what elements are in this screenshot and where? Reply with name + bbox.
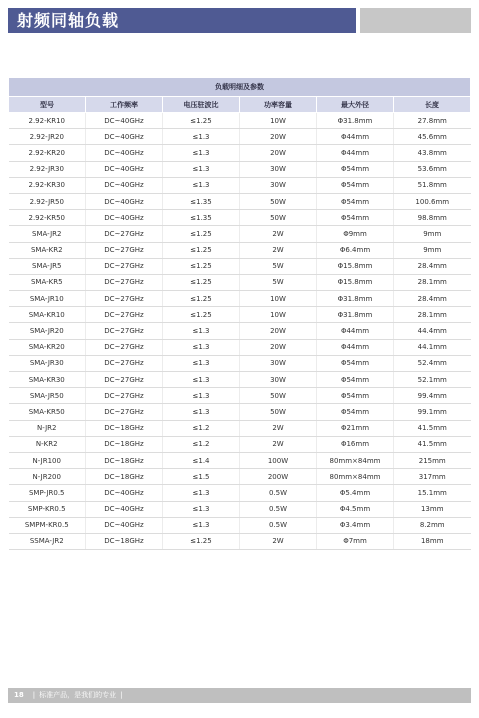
table-cell: 99.1mm: [394, 404, 471, 420]
table-cell: N-KR2: [9, 436, 86, 452]
footer-tagline: 标准产品，是我们的专业: [39, 691, 117, 699]
table-cell: ≤1.35: [163, 193, 240, 209]
table-cell: DC~27GHz: [86, 291, 163, 307]
table-cell: DC~40GHz: [86, 210, 163, 226]
table-row: [9, 355, 471, 371]
table-cell: DC~40GHz: [86, 177, 163, 193]
table-cell: 52.1mm: [394, 372, 471, 388]
table-cell: ≤1.25: [163, 274, 240, 290]
table-cell: 44.4mm: [394, 323, 471, 339]
table-row: [9, 323, 471, 339]
table-cell: Φ44mm: [317, 129, 394, 145]
table-cell: 2.92-JR20: [9, 129, 86, 145]
table-cell: ≤1.2: [163, 420, 240, 436]
table-row: [9, 307, 471, 323]
table-cell: 2.92-KR10: [9, 113, 86, 129]
page-title: 射频同轴负载: [17, 11, 120, 30]
table-cell: 20W: [240, 323, 317, 339]
table-cell: 2.92-JR30: [9, 161, 86, 177]
table-cell: 52.4mm: [394, 355, 471, 371]
table-row: [9, 161, 471, 177]
table-cell: N-JR100: [9, 452, 86, 468]
table-cell: ≤1.25: [163, 291, 240, 307]
table-cell: 2W: [240, 420, 317, 436]
table-cell: SMP-KR0.5: [9, 501, 86, 517]
table-cell: ≤1.3: [163, 323, 240, 339]
table-row: [9, 469, 471, 485]
table-cell: 13mm: [394, 501, 471, 517]
table-cell: ≤1.3: [163, 485, 240, 501]
table-cell: ≤1.25: [163, 307, 240, 323]
table-cell: 44.1mm: [394, 339, 471, 355]
table-row: [9, 129, 471, 145]
table-cell: SMA-JR10: [9, 291, 86, 307]
table-row: [9, 274, 471, 290]
table-cell: 30W: [240, 372, 317, 388]
table-body: [9, 113, 471, 550]
table-row: [9, 145, 471, 161]
table-cell: ≤1.25: [163, 226, 240, 242]
table-cell: 41.5mm: [394, 436, 471, 452]
table-cell: 28.4mm: [394, 291, 471, 307]
table-cell: 28.1mm: [394, 274, 471, 290]
table-cell: 0.5W: [240, 501, 317, 517]
table-cell: ≤1.3: [163, 501, 240, 517]
table-cell: ≤1.3: [163, 517, 240, 533]
table-cell: Φ31.8mm: [317, 113, 394, 129]
load-spec-table: [8, 77, 471, 550]
table-cell: ≤1.2: [163, 436, 240, 452]
table-cell: 2.92-JR50: [9, 193, 86, 209]
table-cell: 80mm×84mm: [317, 469, 394, 485]
table-row: [9, 291, 471, 307]
table-cell: SMA-KR50: [9, 404, 86, 420]
table-caption-row: [9, 78, 471, 97]
table-cell: ≤1.3: [163, 339, 240, 355]
table-cell: 50W: [240, 193, 317, 209]
column-header: 最大外径: [317, 97, 394, 113]
table-row: [9, 210, 471, 226]
table-cell: DC~40GHz: [86, 501, 163, 517]
table-cell: 20W: [240, 129, 317, 145]
table-cell: Φ54mm: [317, 404, 394, 420]
table-cell: SMA-KR5: [9, 274, 86, 290]
table-cell: 2W: [240, 226, 317, 242]
table-row: [9, 242, 471, 258]
table-cell: 0.5W: [240, 517, 317, 533]
table-cell: SMA-JR50: [9, 388, 86, 404]
table-cell: Φ44mm: [317, 339, 394, 355]
table-cell: ≤1.3: [163, 145, 240, 161]
table-cell: N-JR2: [9, 420, 86, 436]
table-cell: 20W: [240, 145, 317, 161]
table-cell: DC~27GHz: [86, 226, 163, 242]
table-cell: Φ4.5mm: [317, 501, 394, 517]
table-row: [9, 533, 471, 549]
table-cell: 215mm: [394, 452, 471, 468]
table-cell: ≤1.25: [163, 533, 240, 549]
table-cell: Φ54mm: [317, 372, 394, 388]
table-cell: Φ9mm: [317, 226, 394, 242]
table-cell: ≤1.3: [163, 177, 240, 193]
table-cell: Φ3.4mm: [317, 517, 394, 533]
table-cell: Φ54mm: [317, 388, 394, 404]
page-title-bar: [8, 8, 356, 33]
load-spec-table-container: [8, 77, 471, 550]
table-row: [9, 517, 471, 533]
footer-divider: |: [32, 691, 36, 699]
table-cell: ≤1.3: [163, 161, 240, 177]
column-header: 长度: [394, 97, 471, 113]
table-cell: 50W: [240, 404, 317, 420]
table-cell: 2W: [240, 242, 317, 258]
table-cell: Φ21mm: [317, 420, 394, 436]
table-cell: DC~40GHz: [86, 485, 163, 501]
table-cell: Φ6.4mm: [317, 242, 394, 258]
table-cell: 50W: [240, 388, 317, 404]
table-cell: ≤1.25: [163, 258, 240, 274]
table-cell: SMA-JR2: [9, 226, 86, 242]
table-cell: DC~27GHz: [86, 323, 163, 339]
table-cell: Φ54mm: [317, 161, 394, 177]
table-cell: Φ7mm: [317, 533, 394, 549]
table-cell: Φ31.8mm: [317, 291, 394, 307]
table-cell: Φ54mm: [317, 355, 394, 371]
table-cell: 0.5W: [240, 485, 317, 501]
table-cell: SMA-JR5: [9, 258, 86, 274]
table-row: [9, 113, 471, 129]
table-row: [9, 485, 471, 501]
table-cell: DC~27GHz: [86, 404, 163, 420]
table-row: [9, 388, 471, 404]
table-cell: Φ54mm: [317, 193, 394, 209]
table-row: [9, 404, 471, 420]
page-number: 18: [14, 691, 24, 699]
table-cell: 30W: [240, 177, 317, 193]
table-cell: SMA-KR30: [9, 372, 86, 388]
table-cell: SMA-JR20: [9, 323, 86, 339]
table-cell: DC~18GHz: [86, 452, 163, 468]
table-cell: Φ15.8mm: [317, 258, 394, 274]
table-cell: ≤1.4: [163, 452, 240, 468]
table-cell: DC~27GHz: [86, 372, 163, 388]
table-cell: SMA-KR20: [9, 339, 86, 355]
table-cell: Φ16mm: [317, 436, 394, 452]
table-cell: 100.6mm: [394, 193, 471, 209]
table-cell: ≤1.3: [163, 129, 240, 145]
table-cell: ≤1.25: [163, 113, 240, 129]
table-cell: Φ54mm: [317, 177, 394, 193]
table-cell: 98.8mm: [394, 210, 471, 226]
table-cell: 2.92-KR20: [9, 145, 86, 161]
table-cell: 80mm×84mm: [317, 452, 394, 468]
table-cell: SMA-KR10: [9, 307, 86, 323]
table-cell: Φ44mm: [317, 323, 394, 339]
table-cell: 50W: [240, 210, 317, 226]
table-cell: 8.2mm: [394, 517, 471, 533]
table-cell: ≤1.3: [163, 388, 240, 404]
table-cell: 2.92-KR50: [9, 210, 86, 226]
table-cell: Φ54mm: [317, 210, 394, 226]
table-cell: 99.4mm: [394, 388, 471, 404]
table-cell: DC~40GHz: [86, 193, 163, 209]
table-cell: 28.4mm: [394, 258, 471, 274]
table-cell: DC~40GHz: [86, 145, 163, 161]
table-cell: 9mm: [394, 226, 471, 242]
table-cell: DC~27GHz: [86, 258, 163, 274]
table-row: [9, 436, 471, 452]
table-cell: ≤1.5: [163, 469, 240, 485]
table-cell: Φ31.8mm: [317, 307, 394, 323]
table-cell: SSMA-JR2: [9, 533, 86, 549]
table-row: [9, 177, 471, 193]
table-cell: DC~18GHz: [86, 420, 163, 436]
table-cell: 10W: [240, 113, 317, 129]
table-row: [9, 372, 471, 388]
column-header: 功率容量: [240, 97, 317, 113]
table-cell: 51.8mm: [394, 177, 471, 193]
table-cell: DC~18GHz: [86, 436, 163, 452]
table-cell: 200W: [240, 469, 317, 485]
table-cell: DC~27GHz: [86, 274, 163, 290]
table-cell: SMA-JR30: [9, 355, 86, 371]
table-cell: 317mm: [394, 469, 471, 485]
footer-divider: |: [120, 691, 123, 699]
table-cell: 2W: [240, 436, 317, 452]
page-footer: [8, 688, 471, 703]
column-header: 型号: [9, 97, 86, 113]
table-cell: SMA-KR2: [9, 242, 86, 258]
table-header-row: [9, 97, 471, 113]
table-cell: SMPM-KR0.5: [9, 517, 86, 533]
table-caption: 负载明细及参数: [9, 78, 471, 97]
table-cell: DC~27GHz: [86, 339, 163, 355]
table-cell: Φ5.4mm: [317, 485, 394, 501]
table-cell: 45.6mm: [394, 129, 471, 145]
table-cell: SMP-JR0.5: [9, 485, 86, 501]
table-row: [9, 258, 471, 274]
column-header: 工作频率: [86, 97, 163, 113]
table-cell: 28.1mm: [394, 307, 471, 323]
table-row: [9, 339, 471, 355]
table-cell: DC~40GHz: [86, 113, 163, 129]
table-cell: ≤1.35: [163, 210, 240, 226]
table-cell: DC~27GHz: [86, 242, 163, 258]
table-cell: DC~27GHz: [86, 355, 163, 371]
table-cell: DC~18GHz: [86, 469, 163, 485]
table-cell: DC~27GHz: [86, 307, 163, 323]
table-cell: Φ15.8mm: [317, 274, 394, 290]
column-header: 电压驻波比: [163, 97, 240, 113]
table-cell: ≤1.3: [163, 372, 240, 388]
table-row: [9, 452, 471, 468]
table-cell: DC~40GHz: [86, 517, 163, 533]
table-cell: DC~18GHz: [86, 533, 163, 549]
table-cell: ≤1.3: [163, 355, 240, 371]
table-cell: 10W: [240, 291, 317, 307]
table-cell: 2W: [240, 533, 317, 549]
table-cell: 30W: [240, 355, 317, 371]
table-cell: 43.8mm: [394, 145, 471, 161]
table-cell: 30W: [240, 161, 317, 177]
table-row: [9, 501, 471, 517]
table-cell: 2.92-KR30: [9, 177, 86, 193]
table-cell: ≤1.25: [163, 242, 240, 258]
table-cell: DC~27GHz: [86, 388, 163, 404]
table-cell: DC~40GHz: [86, 161, 163, 177]
table-cell: 15.1mm: [394, 485, 471, 501]
table-cell: 5W: [240, 258, 317, 274]
table-cell: 5W: [240, 274, 317, 290]
table-cell: ≤1.3: [163, 404, 240, 420]
table-row: [9, 226, 471, 242]
table-cell: Φ44mm: [317, 145, 394, 161]
table-cell: 27.8mm: [394, 113, 471, 129]
table-cell: 18mm: [394, 533, 471, 549]
table-row: [9, 420, 471, 436]
table-cell: N-JR200: [9, 469, 86, 485]
table-cell: 10W: [240, 307, 317, 323]
table-cell: 53.6mm: [394, 161, 471, 177]
table-row: [9, 193, 471, 209]
table-cell: DC~40GHz: [86, 129, 163, 145]
table-cell: 9mm: [394, 242, 471, 258]
table-cell: 100W: [240, 452, 317, 468]
table-cell: 41.5mm: [394, 420, 471, 436]
table-cell: 20W: [240, 339, 317, 355]
header-decoration: [360, 8, 471, 33]
